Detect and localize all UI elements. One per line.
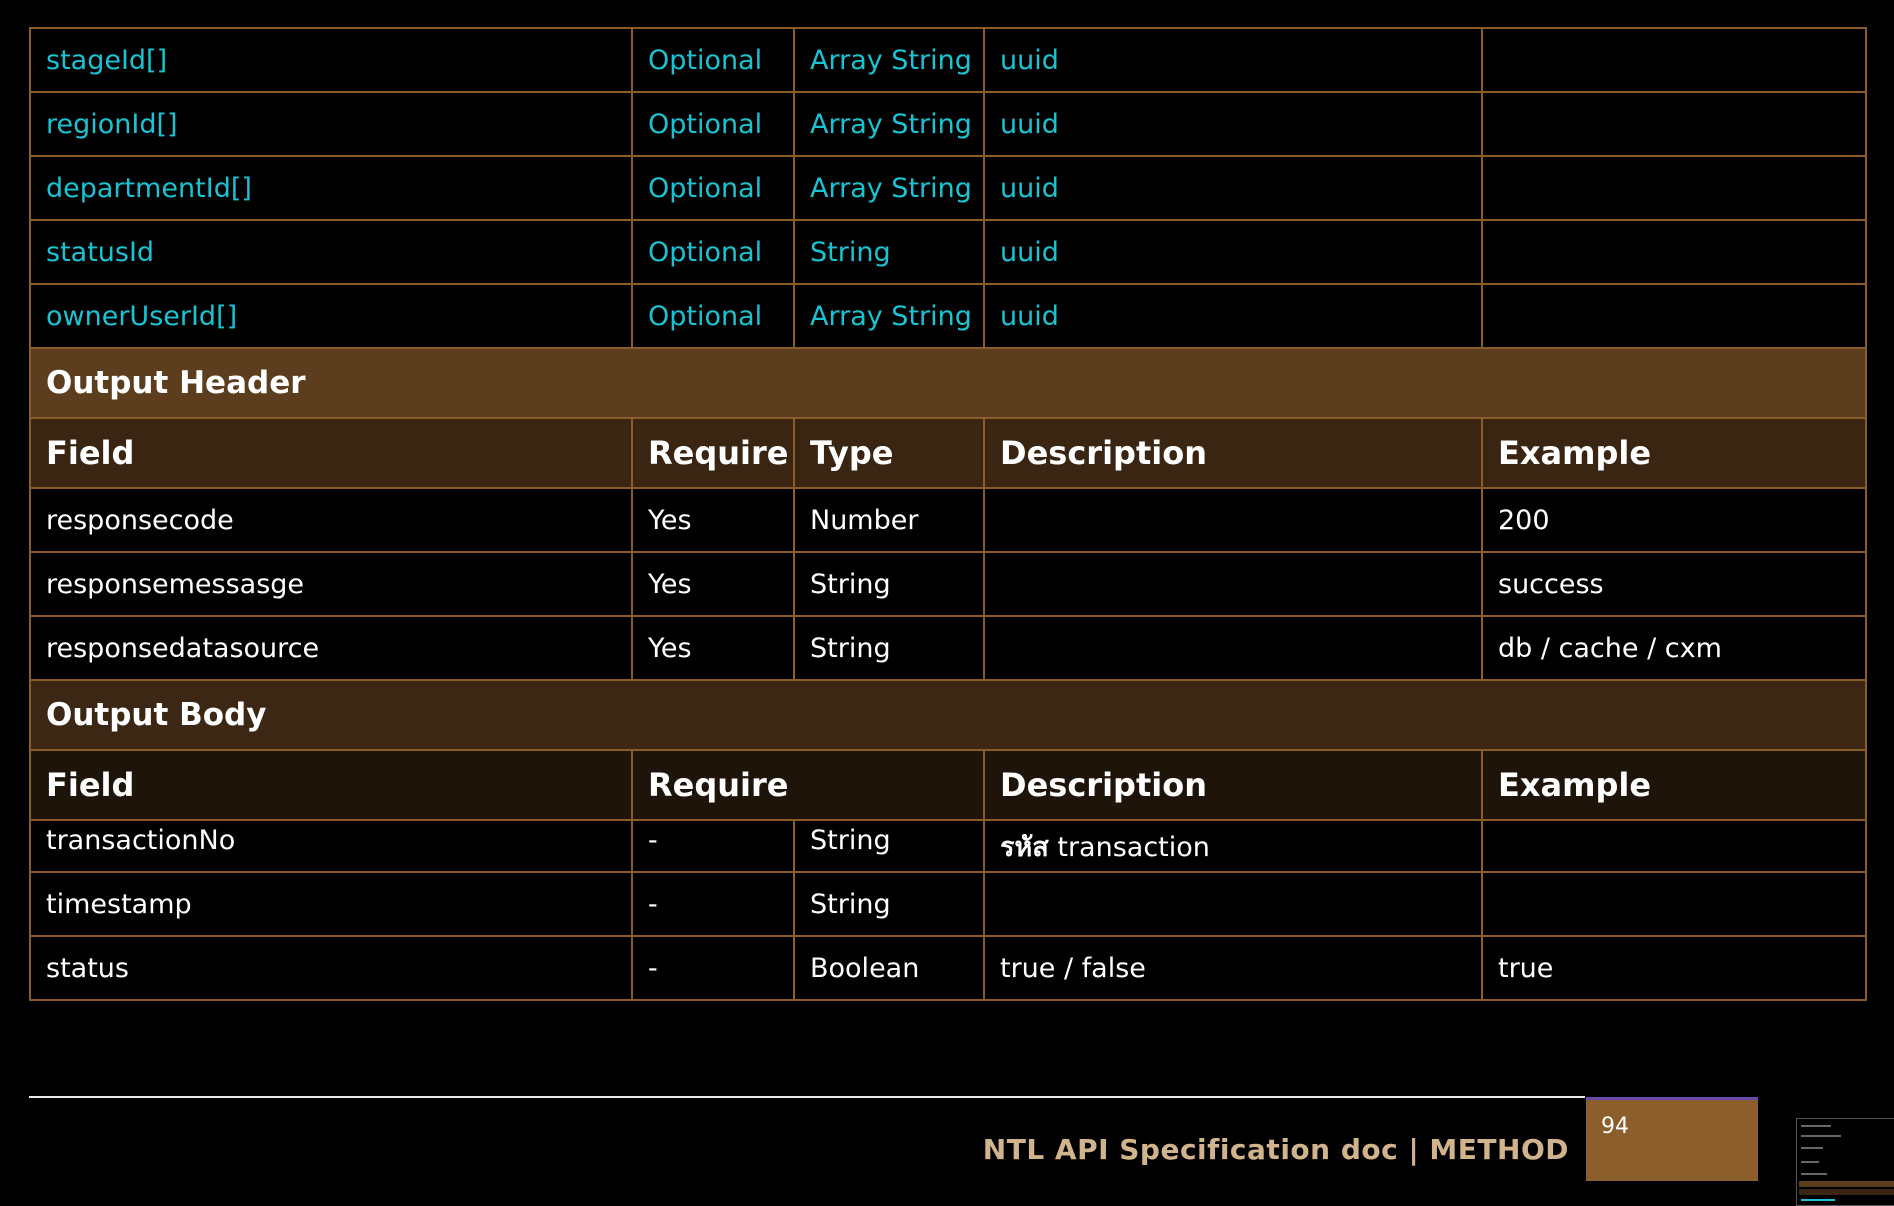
field-name: timestamp bbox=[30, 872, 632, 936]
column-header-description: Description bbox=[984, 418, 1482, 488]
column-header-row bbox=[30, 750, 1866, 820]
thumbnail-line bbox=[1801, 1173, 1827, 1175]
field-name: ownerUserId[] bbox=[30, 284, 632, 348]
column-header-example: Example bbox=[1482, 750, 1866, 820]
type-value: Array String bbox=[794, 284, 984, 348]
description-value: uuid bbox=[984, 284, 1482, 348]
field-name: departmentId[] bbox=[30, 156, 632, 220]
description-value bbox=[984, 872, 1482, 936]
section-title: Output Body bbox=[30, 680, 1866, 750]
slide-thumbnail[interactable] bbox=[1796, 1118, 1894, 1206]
description-text: transaction bbox=[1048, 832, 1210, 863]
type-value: Number bbox=[794, 488, 984, 552]
thumbnail-line bbox=[1801, 1199, 1835, 1201]
example-value: db / cache / cxm bbox=[1482, 616, 1866, 680]
section-title: Output Header bbox=[30, 348, 1866, 418]
type-value: String bbox=[794, 872, 984, 936]
field-name: stageId[] bbox=[30, 28, 632, 92]
footer-title: NTL API Specification doc | METHOD bbox=[982, 1133, 1569, 1166]
type-value: Array String bbox=[794, 92, 984, 156]
example-value: success bbox=[1482, 552, 1866, 616]
column-header-description: Description bbox=[984, 750, 1482, 820]
description-value bbox=[984, 616, 1482, 680]
thumbnail-line bbox=[1801, 1161, 1819, 1163]
page-number-badge bbox=[1586, 1097, 1758, 1181]
field-name: responsecode bbox=[30, 488, 632, 552]
column-header-type: Type bbox=[794, 418, 984, 488]
table-row bbox=[30, 220, 1866, 284]
table-row bbox=[30, 552, 1866, 616]
table-row bbox=[30, 284, 1866, 348]
field-name: regionId[] bbox=[30, 92, 632, 156]
example-value: true bbox=[1482, 936, 1866, 1000]
column-header-require: Require bbox=[632, 418, 794, 488]
thumbnail-section-band bbox=[1799, 1181, 1894, 1187]
description-value: uuid bbox=[984, 156, 1482, 220]
description-value bbox=[984, 820, 1482, 872]
example-value bbox=[1482, 284, 1866, 348]
type-value: String bbox=[794, 820, 984, 872]
example-value bbox=[1482, 156, 1866, 220]
column-header-row bbox=[30, 418, 1866, 488]
description-value: uuid bbox=[984, 92, 1482, 156]
require-value: - bbox=[632, 872, 794, 936]
require-value: Optional bbox=[632, 28, 794, 92]
table-row bbox=[30, 616, 1866, 680]
require-value: Yes bbox=[632, 616, 794, 680]
description-value: true / false bbox=[984, 936, 1482, 1000]
type-value: String bbox=[794, 220, 984, 284]
require-value: Optional bbox=[632, 92, 794, 156]
field-name: responsemessasge bbox=[30, 552, 632, 616]
table-row bbox=[30, 936, 1866, 1000]
require-value: - bbox=[632, 820, 794, 872]
example-value bbox=[1482, 220, 1866, 284]
type-value: Array String bbox=[794, 28, 984, 92]
require-value: Optional bbox=[632, 220, 794, 284]
example-value bbox=[1482, 92, 1866, 156]
require-value: Yes bbox=[632, 488, 794, 552]
field-name: responsedatasource bbox=[30, 616, 632, 680]
section-row-output-header bbox=[30, 348, 1866, 418]
column-header-field: Field bbox=[30, 418, 632, 488]
example-value bbox=[1482, 28, 1866, 92]
thumbnail-header-band bbox=[1799, 1189, 1894, 1195]
footer-divider bbox=[29, 1096, 1585, 1098]
table-row bbox=[30, 820, 1866, 872]
api-spec-table bbox=[29, 27, 1867, 1001]
table-row bbox=[30, 28, 1866, 92]
type-value: String bbox=[794, 552, 984, 616]
column-header-require: Require bbox=[632, 750, 984, 820]
page-number: 94 bbox=[1601, 1114, 1629, 1139]
table-row bbox=[30, 92, 1866, 156]
thumbnail-line bbox=[1801, 1147, 1823, 1149]
description-value: uuid bbox=[984, 220, 1482, 284]
column-header-example: Example bbox=[1482, 418, 1866, 488]
table-row bbox=[30, 488, 1866, 552]
example-value: 200 bbox=[1482, 488, 1866, 552]
column-header-field: Field bbox=[30, 750, 632, 820]
type-value: Boolean bbox=[794, 936, 984, 1000]
field-name: statusId bbox=[30, 220, 632, 284]
require-value: Optional bbox=[632, 284, 794, 348]
require-value: Yes bbox=[632, 552, 794, 616]
description-value: uuid bbox=[984, 28, 1482, 92]
example-value bbox=[1482, 872, 1866, 936]
type-value: Array String bbox=[794, 156, 984, 220]
description-value bbox=[984, 488, 1482, 552]
require-value: - bbox=[632, 936, 794, 1000]
field-name: status bbox=[30, 936, 632, 1000]
description-value bbox=[984, 552, 1482, 616]
table-row bbox=[30, 872, 1866, 936]
thai-code-label: รหัส bbox=[1000, 832, 1049, 863]
require-value: Optional bbox=[632, 156, 794, 220]
example-value bbox=[1482, 820, 1866, 872]
section-row-output-body bbox=[30, 680, 1866, 750]
field-name: transactionNo bbox=[30, 820, 632, 872]
type-value: String bbox=[794, 616, 984, 680]
thumbnail-line bbox=[1801, 1125, 1831, 1127]
thumbnail-line bbox=[1801, 1135, 1841, 1137]
table-row bbox=[30, 156, 1866, 220]
